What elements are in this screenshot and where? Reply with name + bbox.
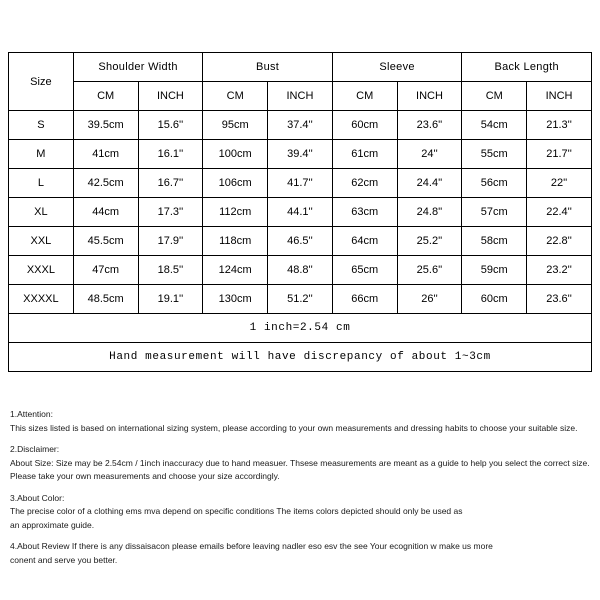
table-row [9,227,592,256]
cell-back-cm: 55cm [462,140,527,169]
cell-bust-cm: 112cm [203,198,268,227]
cell-shoulder-cm: 48.5cm [73,285,138,314]
cell-sleeve-inch: 24.8'' [397,198,462,227]
cell-shoulder-inch: 17.9'' [138,227,203,256]
header-unit-shoulder-inch: INCH [138,82,203,111]
header-unit-sleeve-cm: CM [332,82,397,111]
cell-sleeve-inch: 24.4'' [397,169,462,198]
cell-back-inch: 21.3'' [527,111,592,140]
cell-shoulder-inch: 19.1'' [138,285,203,314]
cell-sleeve-cm: 61cm [332,140,397,169]
row-size-label: XL [9,198,74,227]
cell-shoulder-inch: 16.7'' [138,169,203,198]
cell-sleeve-inch: 25.6'' [397,256,462,285]
note-text-disclaimer-2: Please take your own measurements and choose your size accordingly. [10,471,280,481]
table-footnote-row [9,314,592,343]
cell-sleeve-inch: 25.2'' [397,227,462,256]
cell-back-inch: 22'' [527,169,592,198]
cell-shoulder-cm: 41cm [73,140,138,169]
cell-back-inch: 23.6'' [527,285,592,314]
cell-sleeve-inch: 26'' [397,285,462,314]
row-size-label: L [9,169,74,198]
note-heading-review: 4.About Review If there is any dissaisacon please emails before leaving nadler eso esv the see Your ecognition w make us more [10,541,493,551]
cell-sleeve-inch: 23.6'' [397,111,462,140]
row-size-label: S [9,111,74,140]
cell-shoulder-cm: 39.5cm [73,111,138,140]
note-text-review: conent and serve you better. [10,554,118,565]
footnote-inch-conversion: 1 inch=2.54 cm [9,314,592,343]
notes-section [10,408,590,575]
table-row [9,198,592,227]
cell-back-cm: 54cm [462,111,527,140]
cell-shoulder-inch: 17.3'' [138,198,203,227]
cell-back-cm: 56cm [462,169,527,198]
cell-sleeve-cm: 66cm [332,285,397,314]
table-header-group-row [9,53,592,82]
cell-bust-inch: 48.8'' [268,256,333,285]
note-heading-disclaimer: 2.Disclaimer: [10,444,60,454]
header-unit-bust-inch: INCH [268,82,333,111]
cell-bust-cm: 95cm [203,111,268,140]
header-unit-sleeve-inch: INCH [397,82,462,111]
cell-bust-inch: 44.1'' [268,198,333,227]
cell-sleeve-cm: 62cm [332,169,397,198]
header-unit-shoulder-cm: CM [73,82,138,111]
cell-shoulder-cm: 44cm [73,198,138,227]
footnote-hand-measurement: Hand measurement will have discrepancy of about 1~3cm [9,343,592,372]
cell-bust-cm: 124cm [203,256,268,285]
note-text-color-2: an approximate guide. [10,519,95,530]
row-size-label: XXL [9,227,74,256]
cell-back-cm: 57cm [462,198,527,227]
cell-back-inch: 21.7'' [527,140,592,169]
cell-sleeve-cm: 64cm [332,227,397,256]
note-heading-color: 3.About Color: [10,492,65,503]
header-group-shoulder-width: Shoulder Width [73,53,203,82]
table-footnote-row [9,343,592,372]
cell-bust-cm: 130cm [203,285,268,314]
header-unit-back-inch: INCH [527,82,592,111]
size-chart-table-wrapper [8,52,592,372]
header-group-back-length: Back Length [462,53,592,82]
cell-back-cm: 60cm [462,285,527,314]
cell-bust-inch: 46.5'' [268,227,333,256]
row-size-label: M [9,140,74,169]
note-text-color-1: The precise color of a clothing ems mva depend on specific conditions The items colors depicted should only be used as [10,506,463,516]
note-heading-attention: 1.Attention: [10,409,54,419]
table-row [9,169,592,198]
header-size: Size [9,53,74,111]
row-size-label: XXXL [9,256,74,285]
cell-shoulder-inch: 15.6'' [138,111,203,140]
cell-bust-inch: 41.7'' [268,169,333,198]
size-chart-table [8,52,592,372]
cell-sleeve-cm: 60cm [332,111,397,140]
table-row [9,285,592,314]
cell-back-inch: 22.8'' [527,227,592,256]
cell-bust-inch: 51.2'' [268,285,333,314]
cell-bust-cm: 100cm [203,140,268,169]
note-text-attention: This sizes listed is based on international sizing system, please according to your own measurements and dressing habits to choose your suitable size. [10,422,578,433]
cell-bust-inch: 39.4'' [268,140,333,169]
cell-back-cm: 59cm [462,256,527,285]
cell-bust-cm: 118cm [203,227,268,256]
cell-shoulder-cm: 45.5cm [73,227,138,256]
header-unit-bust-cm: CM [203,82,268,111]
cell-sleeve-inch: 24'' [397,140,462,169]
cell-bust-inch: 37.4'' [268,111,333,140]
cell-back-cm: 58cm [462,227,527,256]
table-row [9,140,592,169]
note-text-disclaimer-1: About Size: Size may be 2.54cm / 1inch inaccuracy due to hand measuer. Thsese measurements are meant as a guide to help you select the correct size. [10,457,590,468]
cell-shoulder-inch: 18.5'' [138,256,203,285]
cell-shoulder-inch: 16.1'' [138,140,203,169]
cell-sleeve-cm: 65cm [332,256,397,285]
cell-bust-cm: 106cm [203,169,268,198]
header-group-bust: Bust [203,53,333,82]
table-row [9,111,592,140]
table-header-unit-row [9,82,592,111]
table-row [9,256,592,285]
cell-shoulder-cm: 47cm [73,256,138,285]
row-size-label: XXXXL [9,285,74,314]
cell-back-inch: 23.2'' [527,256,592,285]
header-unit-back-cm: CM [462,82,527,111]
header-group-sleeve: Sleeve [332,53,462,82]
cell-back-inch: 22.4'' [527,198,592,227]
cell-sleeve-cm: 63cm [332,198,397,227]
cell-shoulder-cm: 42.5cm [73,169,138,198]
